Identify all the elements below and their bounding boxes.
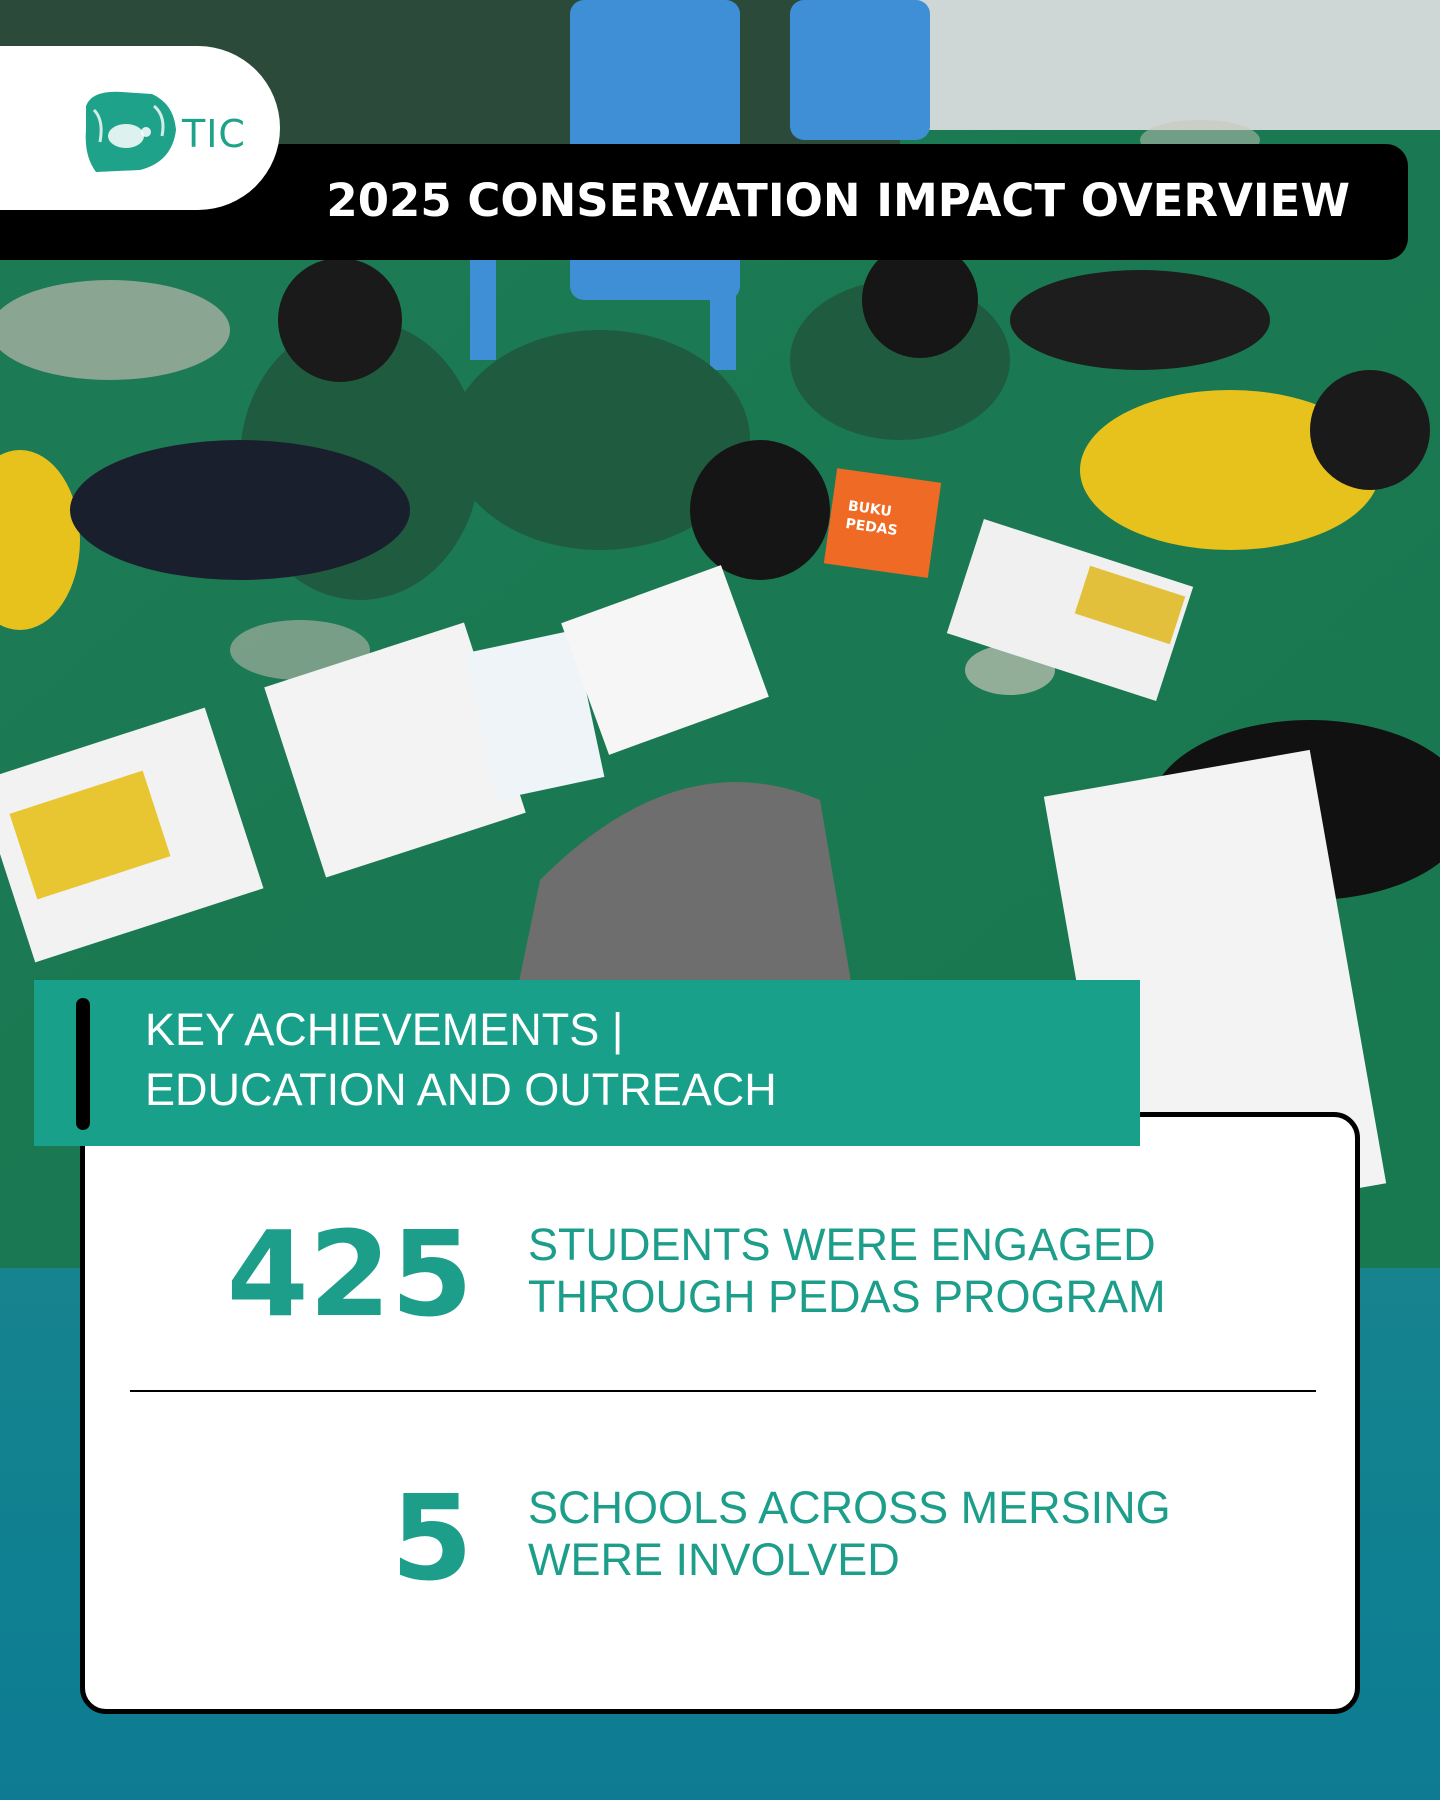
section-title-line1: KEY ACHIEVEMENTS | xyxy=(145,1004,624,1055)
book-title-1: BUKU xyxy=(846,498,893,521)
section-header xyxy=(34,980,1140,1146)
stat-description-line: SCHOOLS ACROSS MERSING xyxy=(528,1482,1171,1533)
stat-description-line: WERE INVOLVED xyxy=(528,1534,900,1585)
turtle-leaf-logo-icon xyxy=(82,86,180,174)
stat-description-schools xyxy=(528,1482,1171,1586)
section-accent-bar xyxy=(76,998,90,1130)
section-title-line2: EDUCATION AND OUTREACH xyxy=(145,1064,777,1115)
logo-text: TIC xyxy=(182,112,246,156)
logo-badge xyxy=(0,46,280,210)
stat-divider xyxy=(130,1390,1316,1392)
stats-card xyxy=(80,1112,1360,1714)
stat-value-students: 425 xyxy=(226,1205,473,1343)
stat-description-line: STUDENTS WERE ENGAGED xyxy=(528,1219,1156,1270)
stat-value-schools: 5 xyxy=(390,1469,473,1607)
stat-description-students xyxy=(528,1219,1166,1323)
page-title: 2025 CONSERVATION IMPACT OVERVIEW xyxy=(326,174,1350,227)
stat-description-line: THROUGH PEDAS PROGRAM xyxy=(528,1271,1166,1322)
book-title-2: PEDAS xyxy=(844,516,899,540)
